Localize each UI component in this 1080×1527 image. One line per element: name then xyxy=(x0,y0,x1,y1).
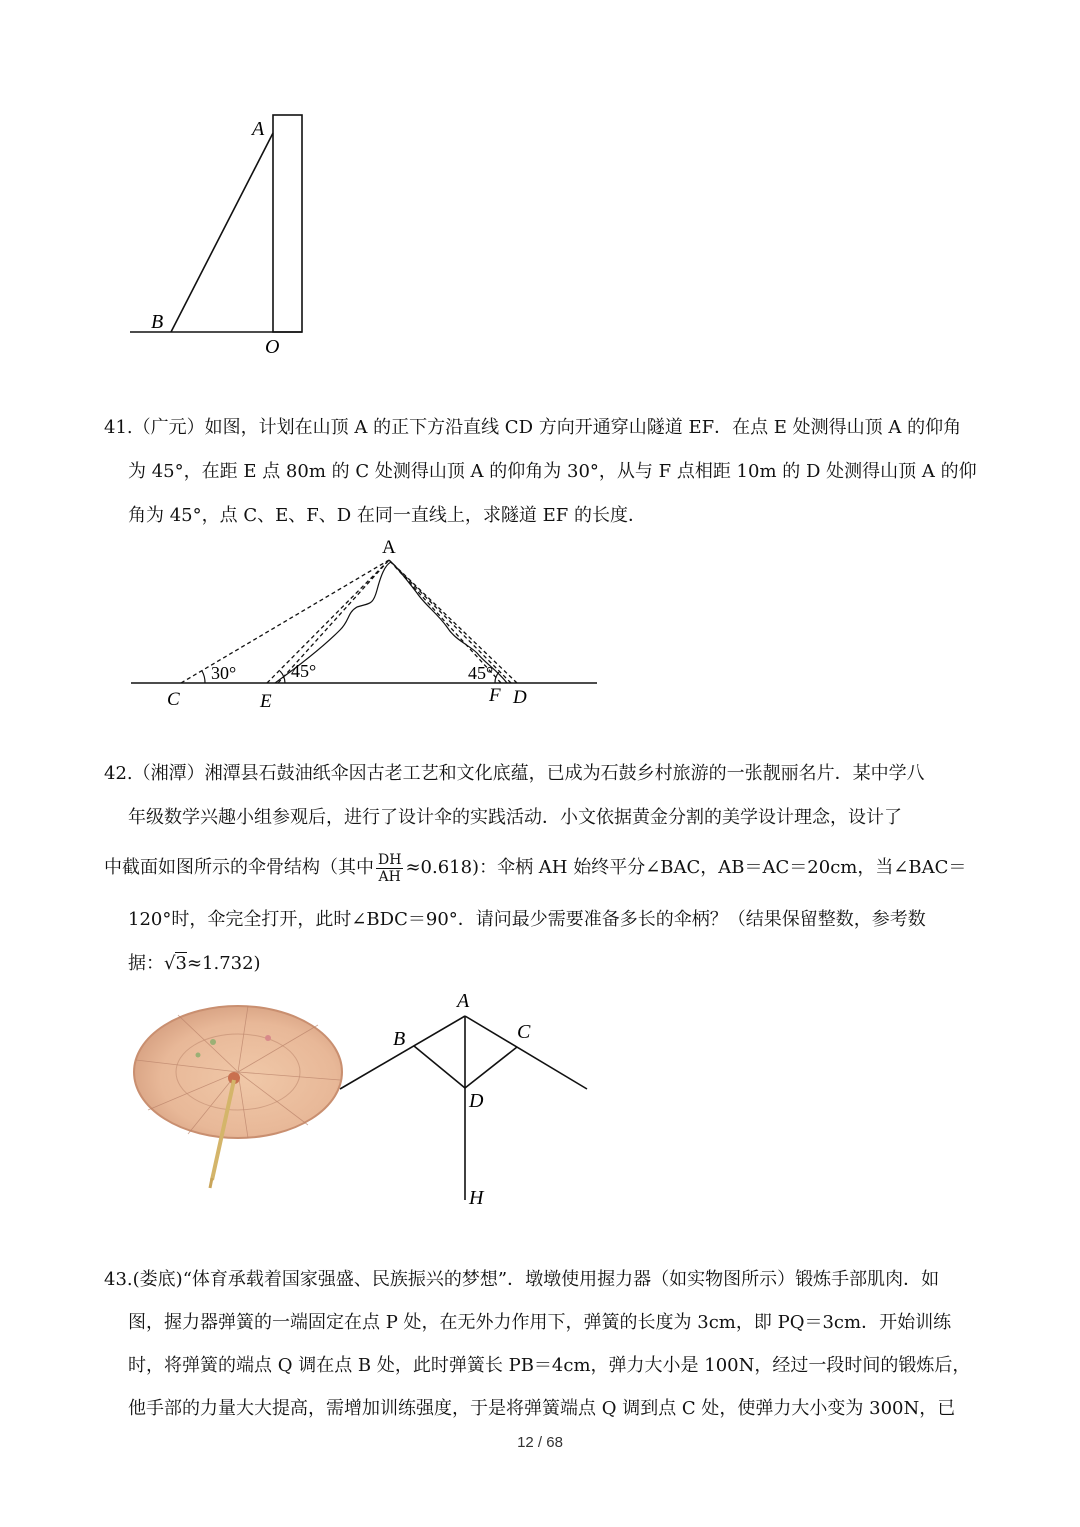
q41-text-2: 为 45°，在距 E 点 80m 的 C 处测得山顶 A 的仰角为 30°，从与 F 点相距 10m 的 D 处测得山顶 A 的仰 xyxy=(128,461,977,482)
angle-d: 45° xyxy=(468,663,494,683)
label-a: A xyxy=(252,118,265,140)
tower-figure xyxy=(120,105,320,365)
q43-text-1: “体育承载着国家强盛、民族振兴的梦想”．墩墩使用握力器（如实物图所示）锻炼手部肌肉．如 xyxy=(182,1269,940,1290)
label-d: D xyxy=(469,1090,484,1112)
q42-text-3b: ≈0.618)：伞柄 AH 始终平分∠BAC，AB＝AC＝20cm，当∠BAC＝ xyxy=(405,857,967,878)
q42-text-5b: ≈1.732) xyxy=(186,953,261,974)
label-d: D xyxy=(513,687,527,708)
label-e: E xyxy=(260,691,272,712)
q41-source: （广元） xyxy=(132,417,205,438)
golden-ratio-fraction xyxy=(376,852,403,885)
q41-line-2 xyxy=(128,460,977,484)
sqrt-value: 3 xyxy=(175,953,187,974)
angle-e: 45° xyxy=(291,661,317,681)
q42-line-5 xyxy=(128,952,261,976)
q43-line-1 xyxy=(104,1268,939,1292)
q43-number: 43. xyxy=(104,1269,133,1290)
umbrella-photo xyxy=(128,1000,348,1195)
angle-c: 30° xyxy=(211,663,237,683)
fraction-denominator: AH xyxy=(378,868,401,885)
label-o: O xyxy=(265,336,280,358)
q43-text-3: 时，将弹簧的端点 Q 调在点 B 处，此时弹簧长 PB＝4cm，弹力大小是 100N，经过一段时间的锻炼后， xyxy=(128,1355,971,1376)
q42-text-2: 年级数学兴趣小组参观后，进行了设计伞的实践活动．小文依据黄金分割的美学设计理念，设计了 xyxy=(128,807,902,828)
umbrella-rib-diagram xyxy=(335,985,595,1210)
q42-line-1 xyxy=(104,762,925,786)
q42-number: 42. xyxy=(104,763,133,784)
q41-line-3 xyxy=(128,504,646,528)
q42-line-4 xyxy=(128,908,926,932)
q41-number: 41. xyxy=(104,417,133,438)
label-c: C xyxy=(517,1021,531,1043)
q42-text-1: 湘潭县石鼓油纸伞因古老工艺和文化底蕴，已成为石鼓乡村旅游的一张靓丽名片．某中学八 xyxy=(204,763,925,784)
q41-text-3: 角为 45°，点 C、E、F、D 在同一直线上，求隧道 EF 的长度． xyxy=(128,505,646,526)
sqrt-symbol: √ xyxy=(164,953,176,974)
q42-text-5a: 据： xyxy=(128,953,164,974)
label-f: F xyxy=(489,685,501,706)
q43-text-4: 他手部的力量大大提高，需增加训练强度，于是将弹簧端点 Q 调到点 C 处，使弹力大小变为 300N，已 xyxy=(128,1398,956,1419)
q42-line-3 xyxy=(104,848,966,888)
q42-text-4: 120°时，伞完全打开，此时∠BDC＝90°．请问最少需要准备多长的伞柄？（结果保留整数，参考数 xyxy=(128,909,926,930)
q43-line-2 xyxy=(128,1311,951,1335)
label-c: C xyxy=(167,689,180,710)
q42-source: （湘潭） xyxy=(132,763,205,784)
q43-text-2: 图，握力器弹簧的一端固定在点 P 处，在无外力作用下，弹簧的长度为 3cm，即 PQ＝3cm．开始训练 xyxy=(128,1312,952,1333)
q41-line-1 xyxy=(104,416,961,440)
fraction-numerator: DH xyxy=(378,851,402,868)
label-a: A xyxy=(457,990,470,1012)
q42-line-2 xyxy=(128,806,902,830)
q43-line-4 xyxy=(128,1397,955,1421)
q43-line-3 xyxy=(128,1354,970,1378)
page-number: 12 / 68 xyxy=(517,1434,563,1451)
q43-source: (娄底) xyxy=(132,1269,183,1290)
label-b: B xyxy=(151,311,164,333)
label-b: B xyxy=(393,1028,406,1050)
mountain-figure xyxy=(125,535,605,715)
label-a: A xyxy=(382,537,396,558)
q41-text-1: 如图，计划在山顶 A 的正下方沿直线 CD 方向开通穿山隧道 EF．在点 E 处测得山顶 A 的仰角 xyxy=(204,417,962,438)
q42-text-3a: 中截面如图所示的伞骨结构（其中 xyxy=(104,857,374,878)
label-h: H xyxy=(469,1187,484,1209)
